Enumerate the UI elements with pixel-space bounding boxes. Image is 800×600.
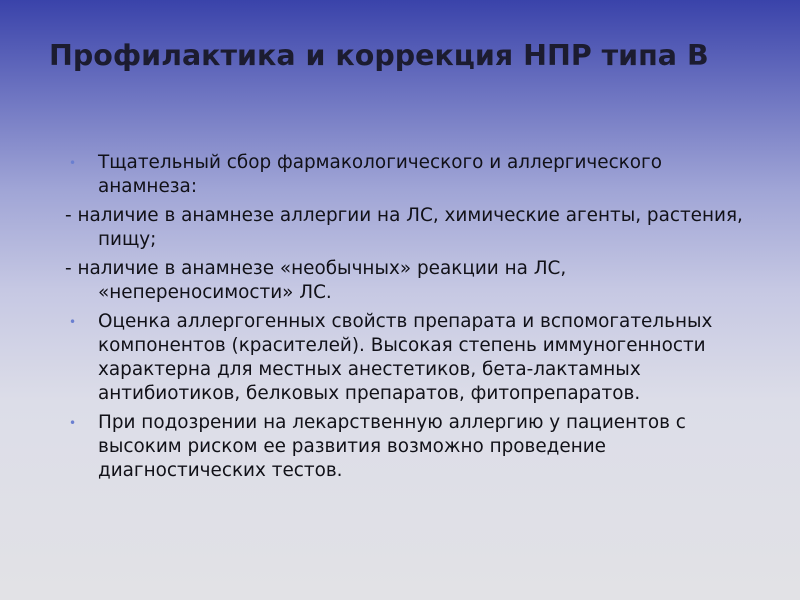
list-item-bullet <box>60 411 760 483</box>
list-item-dash <box>60 204 760 252</box>
list-item-text: - наличие в анамнезе аллергии на ЛС, химические агенты, растения, пищу; <box>65 205 743 250</box>
slide-body-list <box>60 151 760 488</box>
list-item-bullet <box>60 151 760 199</box>
list-item-bullet <box>60 310 760 406</box>
bullet-icon: • <box>69 156 77 170</box>
bullet-icon: • <box>69 315 77 329</box>
slide-title: Профилактика и коррекция НПР типа В <box>49 39 709 72</box>
list-item-text: Оценка аллергогенных свойств препарата и вспомогательных компонентов (красителей). Высокая степень иммуногенности характерна для местных анестетиков, бета-лактамных антибиотиков, белковых препаратов, фитопрепаратов. <box>98 311 713 404</box>
bullet-icon: • <box>69 416 77 430</box>
list-item-text: - наличие в анамнезе «необычных» реакции на ЛС, «непереносимости» ЛС. <box>65 258 567 303</box>
list-item-dash <box>60 257 760 305</box>
list-item-text: Тщательный сбор фармакологического и аллергического анамнеза: <box>98 152 662 197</box>
list-item-text: При подозрении на лекарственную аллергию у пациентов с высоким риском ее развития возможно проведение диагностических тестов. <box>98 412 686 481</box>
